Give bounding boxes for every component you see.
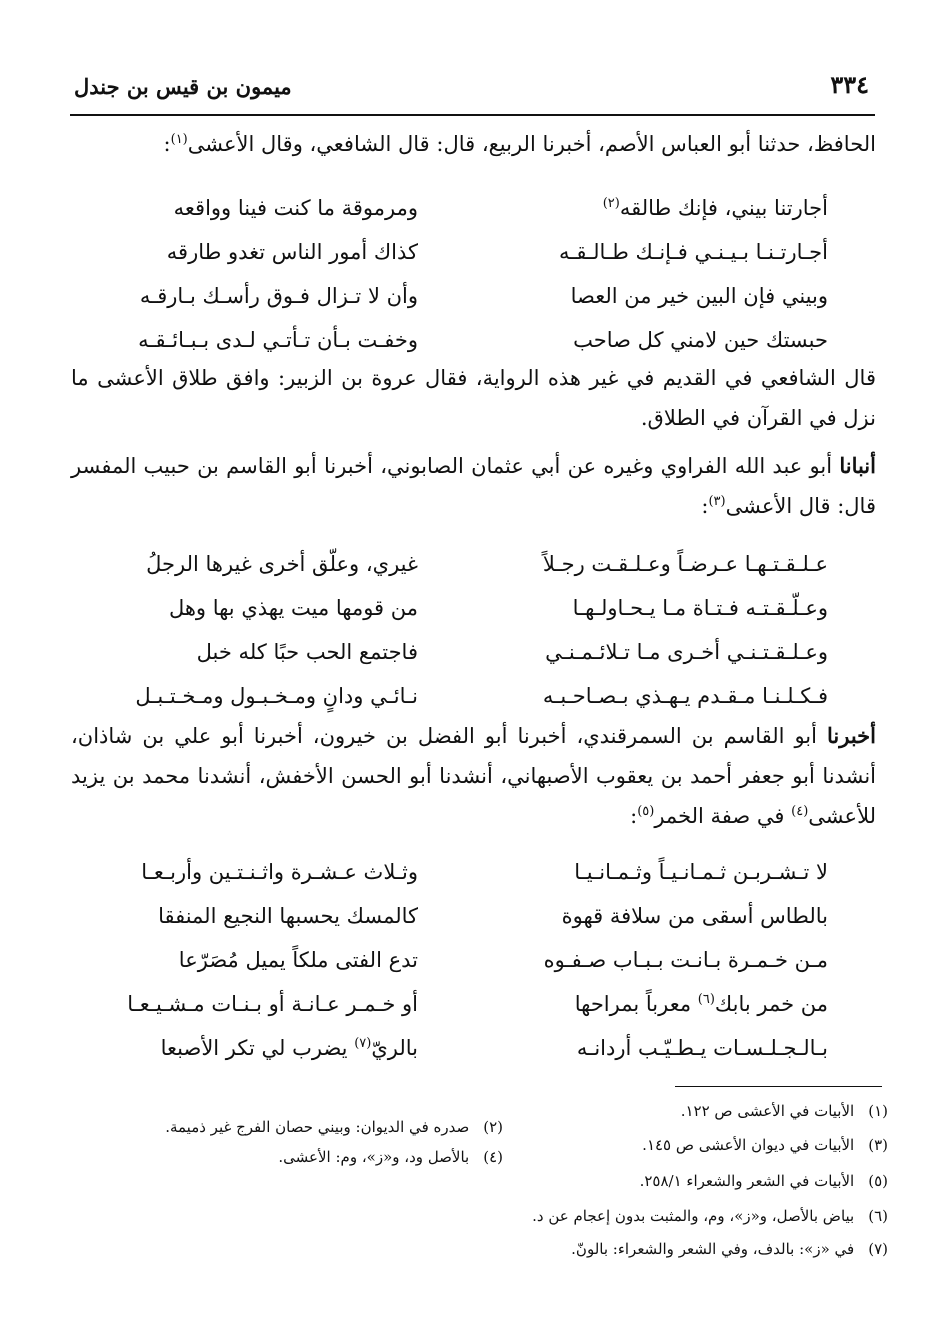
footnote-text: بالأصل ود، و«ز»، وم: الأعشى.	[278, 1148, 470, 1166]
verse-second-hemistich: كالمسك يحسبها النجيع المنفقا	[158, 904, 418, 928]
couplet	[108, 318, 828, 362]
couplet	[108, 982, 828, 1026]
footnote	[532, 1205, 888, 1227]
couplet	[108, 186, 828, 230]
paragraph-3: أنبانا أبو عبد الله الفراوي وغيره عن أبي عثمان الصابوني، أخبرنا أبو القاسم بن حبيب المفسر قال: قال الأعشى$^{(٣)}$:	[71, 453, 876, 518]
poem-3	[108, 850, 828, 1070]
footnote-mark: (٢)	[602, 196, 620, 211]
footnote-mark: (٣)	[708, 494, 726, 509]
paragraph-4-lead: أخبرنا	[827, 723, 876, 748]
footnote-number: (١)	[868, 1102, 888, 1120]
footnote-text: الأبيات في الأعشى ص ١٢٢.	[680, 1102, 855, 1120]
footnote	[642, 1134, 888, 1156]
verse-second-hemistich: فاجتمع الحب حبًا كله خبل	[196, 640, 418, 664]
footnote	[571, 1238, 888, 1260]
verse-second-hemistich: وأن لا تـزال فـوق رأسـك بـارقـه	[139, 284, 418, 308]
couplet	[108, 938, 828, 982]
verse-first-hemistich: حبستك حين لامني كل صاحب	[573, 328, 828, 352]
verse-first-hemistich: بالطاس أسقى من سلافة قهوة	[561, 904, 828, 928]
verse-first-hemistich: مـن خـمـرة بـانـت بـبـاب صـفـوه	[543, 948, 828, 972]
footnote-mark: (٤)	[791, 804, 809, 819]
footnote-number: (٧)	[868, 1240, 888, 1258]
verse-first-hemistich: بـالـجـلـسـات يـطـيّـب أردانـه	[576, 1036, 828, 1060]
page-number: ٣٣٤	[830, 70, 869, 99]
verse-first-hemistich: من خمر بابك$^{(٦)}$ معرباً بمراحها	[574, 992, 828, 1016]
couplet	[108, 542, 828, 586]
poem-1	[108, 186, 828, 362]
footnote	[640, 1170, 888, 1192]
verse-second-hemistich: تدع الفتى ملكاً يميل مُصَرّعا	[178, 948, 418, 972]
paragraph-2: قال الشافعي في القديم في غير هذه الرواية، فقال عروة بن الزبير: وافق طلاق الأعشى ما نزل في القرآن في الطلاق.	[71, 366, 876, 430]
verse-first-hemistich: فـكـلـنـا مـقـدم يـهـذي بـصـاحـبـه	[542, 684, 828, 708]
footnote-number: (٤)	[483, 1148, 503, 1166]
verse-first-hemistich: وبيني فإن البين خير من العصا	[570, 284, 828, 308]
verse-second-hemistich: وخفـت بـأن تـأتـي لـدى بـبـائـقـه	[138, 328, 418, 352]
couplet	[108, 586, 828, 630]
couplet	[108, 1026, 828, 1070]
verse-first-hemistich: وعـلـقـتـنـي أخـرى مـا تـلائـمـنـي	[545, 640, 828, 664]
paragraph-3-lead: أنبانا	[839, 453, 876, 478]
verse-first-hemistich: عـلـقـتـهـا عـرضـاً وعـلـقـت رجـلاً	[542, 552, 828, 576]
paragraph-3-text: أبو عبد الله الفراوي وغيره عن أبي عثمان الصابوني، أخبرنا أبو القاسم بن حبيب المفسر قال: قال الأعشى	[71, 454, 876, 518]
footnote-mark: (٥)	[637, 804, 655, 819]
footnote-text: صدره في الديوان: وبيني حصان الفرج غير ذميمة.	[165, 1118, 470, 1136]
verse-second-hemistich: من قومها ميت يهذي بها وهل	[168, 596, 418, 620]
paragraph-1	[71, 124, 876, 164]
footnote-number: (٥)	[868, 1172, 888, 1190]
footnote-text: بياض بالأصل، و«ز»، وم، والمثبت بدون إعجام عن د.	[532, 1207, 855, 1225]
couplet	[108, 674, 828, 718]
footnote	[681, 1100, 888, 1122]
footnote-divider	[675, 1086, 882, 1087]
verse-second-hemistich: أو خـمـر عـانـة أو بـنـات مـشـيـعـا	[127, 992, 418, 1016]
footnote-number: (٢)	[483, 1118, 503, 1136]
footnote	[165, 1116, 503, 1138]
poem-2	[108, 542, 828, 718]
footnote	[278, 1146, 503, 1168]
footnote-mark: (٦)	[697, 992, 715, 1007]
couplet	[108, 274, 828, 318]
verse-second-hemistich: وثـلاث عـشـرة واثـنـتـين وأربـعـا	[141, 860, 418, 884]
footnote-mark: (١)	[170, 132, 188, 147]
verse-first-hemistich: وعـلّـقـتـه فـتـاة مـا يـحـاولـهـا	[572, 596, 828, 620]
verse-first-hemistich: أجارتنا بيني، فإنك طالقه$^{(٢)}$	[602, 196, 828, 220]
footnote-text: في «ز»: بالدف، وفي الشعر والشعراء: بالونّ.	[571, 1240, 855, 1258]
footnote-mark: (٧)	[354, 1036, 372, 1051]
verse-first-hemistich: لا تـشـربـن ثـمـانـيـاً وثـمـانـيـا	[574, 860, 828, 884]
running-title: ميمون بن قيس بن جندل	[74, 74, 292, 99]
verse-second-hemistich: ومرموقة ما كنت فينا وواقعه	[173, 196, 418, 220]
couplet	[108, 230, 828, 274]
verse-second-hemistich: بالريّ$^{(٧)}$ يضرب لي تكر الأصبعا	[160, 1036, 418, 1060]
couplet	[108, 894, 828, 938]
page-header	[70, 60, 875, 116]
paragraph-4: أخبرنا أبو القاسم بن السمرقندي، أخبرنا أبو الفضل بن خيرون، أخبرنا أبو علي بن شاذان، أنشدنا أبو جعفر أحمد بن يعقوب الأصبهاني، أنشدنا أبو الحسن الأخفش، أنشدنا محمد بن يزيد للأعشى$^{(٤)}$ في صفة الخمر$^{(٥)}$:	[71, 723, 876, 828]
couplet	[108, 630, 828, 674]
paragraph-1-end: :	[163, 132, 171, 156]
verse-second-hemistich: نـائـي ودانٍ ومـخـبـول ومـخـتـبـل	[135, 684, 418, 708]
verse-second-hemistich: كذاك أمور الناس تغدو طارقه	[166, 240, 418, 264]
verse-second-hemistich: غيري، وعلّق أخرى غيرها الرجلُ	[146, 552, 418, 576]
paragraph-1-text: الحافظ، حدثنا أبو العباس الأصم، أخبرنا الربيع، قال: قال الشافعي، وقال الأعشى	[187, 132, 876, 156]
footnote-number: (٣)	[868, 1136, 888, 1154]
footnote-text: الأبيات في الشعر والشعراء ٢٥٨/١.	[639, 1172, 855, 1190]
paragraph-4-text: أبو القاسم بن السمرقندي، أخبرنا أبو الفضل بن خيرون، أخبرنا أبو علي بن شاذان، أنشدنا أبو جعفر أحمد بن يعقوب الأصبهاني، أنشدنا أبو الحسن الأخفش، أنشدنا محمد بن يزيد للأعشى	[71, 724, 876, 828]
footnote-number: (٦)	[868, 1207, 888, 1225]
couplet	[108, 850, 828, 894]
footnote-text: الأبيات في ديوان الأعشى ص ١٤٥.	[642, 1136, 855, 1154]
verse-first-hemistich: أجـارتـنـا بـيـنـي فـإنـك طـالـقـه	[558, 240, 828, 264]
